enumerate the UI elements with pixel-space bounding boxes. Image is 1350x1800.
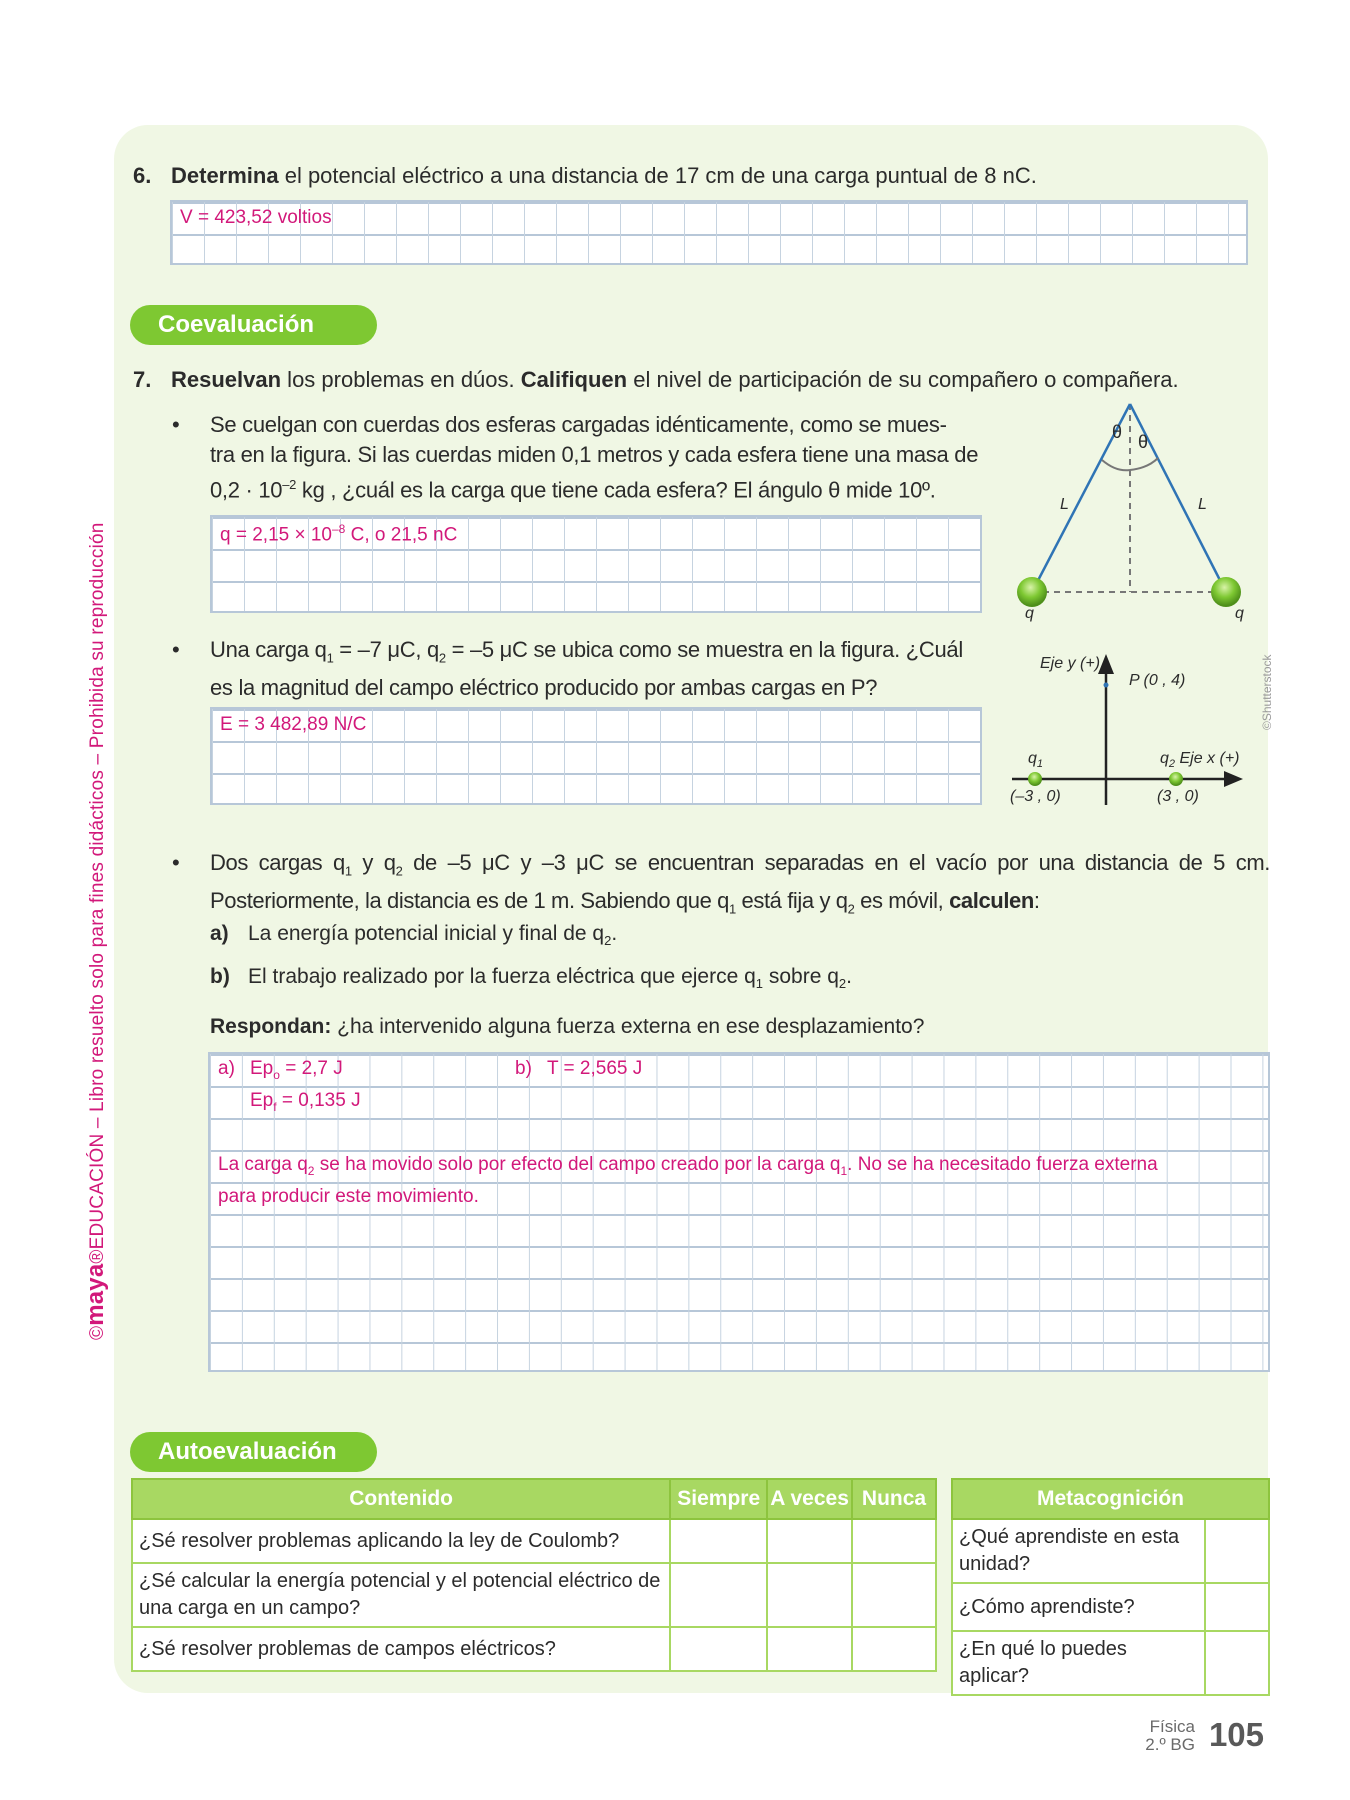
point-p: [1104, 683, 1109, 688]
answer-grid-field[interactable]: [210, 707, 982, 805]
text: kg , ¿cuál es la carga que tiene cada esfera? El ángulo θ mide 10º.: [296, 477, 936, 503]
problem-line: [210, 848, 1270, 886]
page-footer: [1145, 1718, 1264, 1754]
question-text-2: el nivel de participación de su compañero o compañera.: [627, 367, 1179, 392]
siempre-checkbox-cell[interactable]: [670, 1519, 767, 1563]
answer-explanation-line2: para producir este movimiento.: [218, 1186, 479, 1207]
problem-electric-field: [172, 635, 990, 703]
text: sobre q: [763, 965, 839, 988]
copyright-watermark: [82, 522, 110, 1340]
charge-q1: [1028, 772, 1042, 786]
q2-coordinates: (3 , 0): [1157, 788, 1199, 805]
q1-label: [1028, 750, 1043, 770]
answer-b-label: b): [515, 1058, 532, 1079]
text: . No se ha necesitado fuerza externa: [847, 1154, 1158, 1175]
question-text: el potencial eléctrico a una distancia de 17 cm de una carga puntual de 8 nC.: [278, 163, 1037, 188]
question-verb-2: Califiquen: [520, 367, 628, 392]
text: :: [1033, 888, 1040, 914]
text: = 0,135 J: [276, 1090, 361, 1111]
text: La carga q: [218, 1154, 308, 1175]
text: Posteriormente, la distancia es de 1 m. Sabiendo que q: [210, 888, 729, 914]
header-contenido: Contenido: [132, 1479, 670, 1519]
question-verb: Determina: [171, 163, 279, 188]
text: .: [611, 922, 618, 945]
nunca-checkbox-cell[interactable]: [852, 1627, 936, 1671]
subquestion-a: [210, 922, 617, 948]
table-row: [952, 1631, 1269, 1695]
answer-grid-spheres[interactable]: [210, 515, 982, 613]
text: es móvil,: [854, 888, 950, 914]
table-row: [132, 1563, 936, 1627]
table-header-row: [132, 1479, 936, 1519]
subscript: 2: [1168, 758, 1176, 771]
autoevaluacion-section-header: Autoevaluación: [130, 1432, 377, 1472]
metacognition-answer-cell[interactable]: [1205, 1519, 1269, 1583]
question-verb-1: Resuelvan: [171, 367, 282, 392]
metacognition-question: ¿En qué lo puedes aplicar?: [952, 1631, 1205, 1695]
problem-line: es la magnitud del campo eléctrico producido por ambas cargas en P?: [210, 675, 878, 701]
answer-text: V = 423,52 voltios: [180, 207, 332, 228]
table-row: [952, 1583, 1269, 1631]
answer-text: E = 3 482,89 N/C: [220, 714, 367, 735]
subscript: o: [273, 1067, 280, 1082]
subscript: 2: [307, 1163, 315, 1178]
subscript: 2: [847, 901, 855, 917]
table-row: [952, 1519, 1269, 1583]
problem-line: Se cuelgan con cuerdas dos esferas cargadas idénticamente, como se mues-: [210, 412, 947, 437]
text: = –7 μC, q: [333, 637, 439, 662]
bullet-icon: •: [172, 850, 180, 875]
self-assessment-table: [131, 1478, 937, 1672]
subscript: 1: [840, 1163, 848, 1178]
criterion-cell: ¿Sé resolver problemas de campos eléctricos?: [132, 1627, 670, 1671]
copyright-symbol: ©: [87, 1325, 108, 1340]
text: q: [1028, 750, 1037, 767]
header-nunca: Nunca: [852, 1479, 936, 1519]
problem-hanging-spheres: [172, 410, 980, 505]
charge-right-label: q: [1235, 605, 1244, 622]
q1-coordinates: (–3 , 0): [1010, 788, 1061, 805]
question-number: 7.: [133, 367, 152, 392]
a-veces-checkbox-cell[interactable]: [767, 1627, 852, 1671]
charge-q2: [1169, 772, 1183, 786]
y-axis-label: Eje y (+): [1040, 655, 1101, 672]
text: q = 2,15 × 10: [220, 524, 332, 546]
text: q: [1160, 750, 1169, 767]
watermark-text: ®EDUCACIÓN – Libro resuelto solo para fines didácticos – Prohibida su reproducción: [87, 522, 108, 1264]
subject-name: Física: [1149, 1717, 1195, 1736]
text: = 2,7 J: [279, 1058, 343, 1079]
answer-work: T = 2,565 J: [547, 1058, 643, 1079]
header-siempre: Siempre: [670, 1479, 767, 1519]
text: de –5 μC y –3 μC se encuentran separadas en el vacío por una distancia de 5 cm.: [402, 850, 1270, 875]
theta-right-label: θ: [1138, 432, 1149, 452]
brand-logo: maya: [82, 1263, 109, 1326]
bullet-icon: •: [172, 412, 180, 437]
subscript: 1: [728, 901, 736, 917]
metacognition-answer-cell[interactable]: [1205, 1631, 1269, 1695]
subscript: 2: [838, 976, 847, 992]
hanging-spheres-diagram: [1000, 400, 1260, 630]
problem-line: [210, 886, 1270, 924]
problem-line: [210, 470, 980, 505]
a-veces-checkbox-cell[interactable]: [767, 1519, 852, 1563]
question-number: 6.: [133, 163, 152, 188]
respond-label: Respondan:: [210, 1015, 332, 1038]
text: y q: [351, 850, 396, 875]
metacognition-question: ¿Cómo aprendiste?: [952, 1583, 1205, 1631]
respond-prompt: [210, 1015, 924, 1039]
metacognition-question: ¿Qué aprendiste en esta unidad?: [952, 1519, 1205, 1583]
text: C, o 21,5 nC: [345, 524, 458, 546]
table-header-row: [952, 1479, 1269, 1519]
subscript: 2: [438, 650, 446, 666]
sphere-right: [1211, 577, 1241, 607]
problem-line: [210, 635, 990, 673]
text: = –5 μC se ubica como se muestra en la figura. ¿Cuál: [445, 637, 963, 662]
siempre-checkbox-cell[interactable]: [670, 1627, 767, 1671]
x-axis-label: Eje x (+): [1179, 750, 1240, 767]
problem-potential-energy: [172, 848, 1270, 925]
subquestion-label: a): [210, 922, 229, 945]
metacognition-answer-cell[interactable]: [1205, 1583, 1269, 1631]
text: El trabajo realizado por la fuerza eléctrica que ejerce q: [248, 965, 756, 988]
problem-line: tra en la figura. Si las cuerdas miden 0,1 metros y cada esfera tiene una masa de: [210, 442, 979, 467]
a-veces-checkbox-cell[interactable]: [767, 1563, 852, 1627]
text: Ep: [250, 1090, 274, 1111]
exponent: –2: [282, 477, 297, 492]
bullet-icon: •: [172, 637, 180, 662]
point-p-label: P (0 , 4): [1129, 672, 1186, 689]
answer-grid-q6[interactable]: [170, 200, 1248, 265]
length-left-label: L: [1060, 496, 1069, 513]
text: .: [846, 965, 852, 988]
exponent: –8: [332, 522, 346, 536]
text: 0,2 · 10: [210, 477, 283, 503]
text: está fija y q: [735, 888, 848, 914]
text: La energía potencial inicial y final de q: [248, 922, 605, 945]
subscript: f: [273, 1099, 277, 1114]
subscript: 1: [344, 863, 352, 879]
sphere-left: [1017, 577, 1047, 607]
criterion-cell: ¿Sé calcular la energía potencial y el potencial eléctrico de una carga en un campo?: [132, 1563, 670, 1627]
text: Dos cargas q: [210, 850, 345, 875]
coevaluacion-section-header: Coevaluación: [130, 305, 377, 345]
subscript: 2: [604, 933, 612, 949]
subquestion-b: [210, 965, 852, 991]
header-metacognicion: Metacognición: [952, 1479, 1269, 1519]
subquestion-label: b): [210, 965, 230, 988]
criterion-cell: ¿Sé resolver problemas aplicando la ley de Coulomb?: [132, 1519, 670, 1563]
answer-text: [220, 522, 457, 546]
length-right-label: L: [1198, 496, 1207, 513]
subscript: 2: [395, 863, 403, 879]
subscript: 1: [755, 976, 764, 992]
table-row: [132, 1627, 936, 1671]
page-number: 105: [1208, 1716, 1264, 1753]
theta-left-label: θ: [1112, 422, 1123, 442]
text: ¿ha intervenido alguna fuerza externa en ese desplazamiento?: [331, 1015, 925, 1038]
text: se ha movido solo por efecto del campo creado por la carga q: [314, 1154, 841, 1175]
subject-label: [1145, 1718, 1195, 1754]
nunca-checkbox-cell[interactable]: [852, 1563, 936, 1627]
answer-initial-energy: [250, 1058, 343, 1082]
siempre-checkbox-cell[interactable]: [670, 1563, 767, 1627]
answer-final-energy: [250, 1090, 361, 1114]
header-a-veces: A veces: [767, 1479, 852, 1519]
charge-left-label: q: [1025, 605, 1034, 622]
answer-a-label: a): [218, 1058, 235, 1079]
subscript: 1: [326, 650, 334, 666]
answer-grid-energy[interactable]: [208, 1052, 1270, 1372]
question-text-1: los problemas en dúos.: [281, 367, 521, 392]
question-7: [133, 367, 1179, 393]
text: Ep: [250, 1058, 274, 1079]
instruction-verb: calculen: [949, 888, 1034, 914]
q2-x-axis-label: [1160, 750, 1240, 770]
grade-level: 2.º BG: [1145, 1735, 1195, 1754]
subscript: 1: [1036, 758, 1044, 771]
nunca-checkbox-cell[interactable]: [852, 1519, 936, 1563]
text: Una carga q: [210, 637, 327, 662]
question-6: [133, 163, 1037, 189]
image-credit: ©Shutterstock: [1260, 654, 1274, 730]
answer-explanation-line1: [218, 1154, 1158, 1178]
table-row: [132, 1519, 936, 1563]
metacognition-table: [951, 1478, 1270, 1696]
